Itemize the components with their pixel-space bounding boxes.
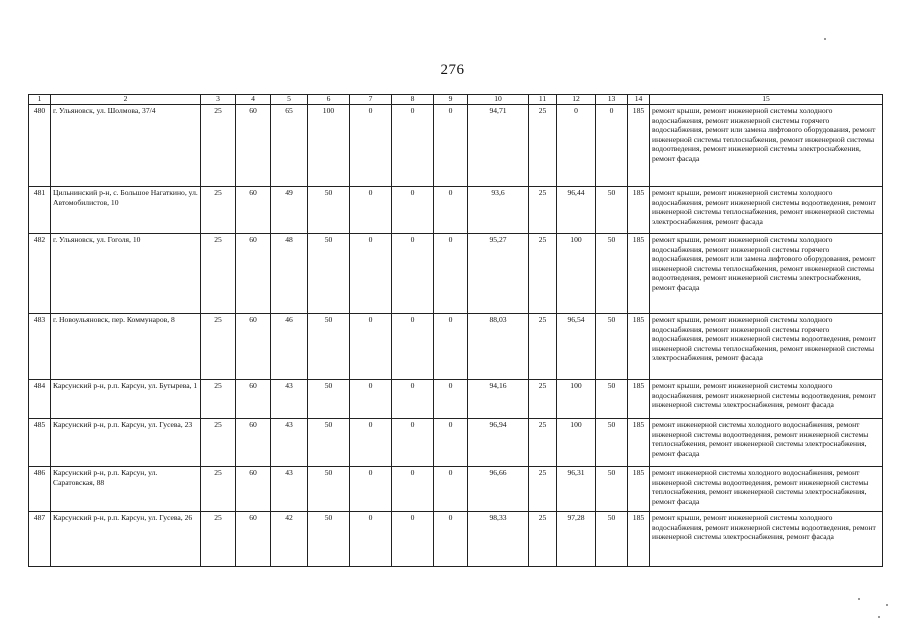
row-number: 487 xyxy=(29,512,51,567)
table-row xyxy=(29,512,883,567)
value-cell: 50 xyxy=(596,234,628,314)
value-cell: 50 xyxy=(308,314,350,380)
table-row xyxy=(29,105,883,187)
value-cell: 43 xyxy=(271,419,308,467)
value-cell: 0 xyxy=(392,105,434,187)
column-number-row xyxy=(29,95,883,105)
value-cell: 185 xyxy=(628,187,650,234)
value-cell: 96,44 xyxy=(557,187,596,234)
value-cell: 0 xyxy=(434,187,468,234)
value-cell: 0 xyxy=(350,234,392,314)
address-cell: г. Новоульяновск, пер. Коммунаров, 8 xyxy=(51,314,201,380)
value-cell: 0 xyxy=(596,105,628,187)
value-cell: 60 xyxy=(236,419,271,467)
works-cell: ремонт инженерной системы холодного водоснабжения, ремонт инженерной системы водоотведения, ремонт инженерной системы теплоснабжения, ремонт инженерной системы электроснабжения, ремонт фасада xyxy=(650,419,883,467)
value-cell: 97,28 xyxy=(557,512,596,567)
value-cell: 60 xyxy=(236,234,271,314)
value-cell: 25 xyxy=(529,467,557,512)
value-cell: 0 xyxy=(434,234,468,314)
value-cell: 65 xyxy=(271,105,308,187)
value-cell: 25 xyxy=(201,234,236,314)
row-number: 485 xyxy=(29,419,51,467)
table-row xyxy=(29,314,883,380)
value-cell: 0 xyxy=(350,187,392,234)
value-cell: 50 xyxy=(308,234,350,314)
row-number: 484 xyxy=(29,380,51,419)
value-cell: 25 xyxy=(201,187,236,234)
row-number: 481 xyxy=(29,187,51,234)
value-cell: 185 xyxy=(628,234,650,314)
value-cell: 50 xyxy=(308,187,350,234)
column-header: 13 xyxy=(596,95,628,105)
value-cell: 60 xyxy=(236,314,271,380)
value-cell: 185 xyxy=(628,105,650,187)
value-cell: 50 xyxy=(596,419,628,467)
value-cell: 60 xyxy=(236,380,271,419)
column-header: 4 xyxy=(236,95,271,105)
value-cell: 60 xyxy=(236,187,271,234)
value-cell: 50 xyxy=(596,467,628,512)
value-cell: 48 xyxy=(271,234,308,314)
value-cell: 49 xyxy=(271,187,308,234)
value-cell: 50 xyxy=(596,380,628,419)
value-cell: 0 xyxy=(434,380,468,419)
value-cell: 25 xyxy=(201,105,236,187)
value-cell: 100 xyxy=(557,419,596,467)
value-cell: 25 xyxy=(529,419,557,467)
value-cell: 50 xyxy=(308,380,350,419)
value-cell: 46 xyxy=(271,314,308,380)
value-cell: 96,66 xyxy=(468,467,529,512)
row-number: 486 xyxy=(29,467,51,512)
value-cell: 25 xyxy=(201,512,236,567)
register-table xyxy=(28,94,883,567)
table-row xyxy=(29,187,883,234)
value-cell: 0 xyxy=(434,467,468,512)
value-cell: 0 xyxy=(392,187,434,234)
works-cell: ремонт инженерной системы холодного водоснабжения, ремонт инженерной системы водоотведения, ремонт инженерной системы теплоснабжения, ремонт инженерной системы электроснабжения, ремонт фасада xyxy=(650,467,883,512)
address-cell: Карсунский р-н, р.п. Карсун, ул. Гусева, 26 xyxy=(51,512,201,567)
scan-speck xyxy=(886,604,888,606)
table-row xyxy=(29,380,883,419)
value-cell: 50 xyxy=(596,314,628,380)
value-cell: 0 xyxy=(350,512,392,567)
value-cell: 100 xyxy=(557,234,596,314)
works-cell: ремонт крыши, ремонт инженерной системы холодного водоснабжения, ремонт инженерной системы водоотведения, ремонт инженерной системы электроснабжения, ремонт фасада xyxy=(650,380,883,419)
scan-speck xyxy=(824,38,826,40)
value-cell: 25 xyxy=(201,314,236,380)
value-cell: 25 xyxy=(529,105,557,187)
value-cell: 60 xyxy=(236,105,271,187)
row-number: 483 xyxy=(29,314,51,380)
value-cell: 0 xyxy=(350,419,392,467)
scan-speck xyxy=(858,598,860,600)
value-cell: 96,94 xyxy=(468,419,529,467)
value-cell: 100 xyxy=(557,380,596,419)
value-cell: 0 xyxy=(350,467,392,512)
works-cell: ремонт крыши, ремонт инженерной системы холодного водоснабжения, ремонт инженерной системы водоотведения, ремонт инженерной системы теплоснабжения, ремонт инженерной системы электроснабжения, ремонт фасада xyxy=(650,187,883,234)
value-cell: 25 xyxy=(201,380,236,419)
value-cell: 25 xyxy=(529,380,557,419)
value-cell: 50 xyxy=(596,187,628,234)
value-cell: 0 xyxy=(350,314,392,380)
address-cell: г. Ульяновск, ул. Шолмова, 37/4 xyxy=(51,105,201,187)
value-cell: 185 xyxy=(628,314,650,380)
address-cell: Карсунский р-н, р.п. Карсун, ул. Гусева, 23 xyxy=(51,419,201,467)
value-cell: 43 xyxy=(271,467,308,512)
works-cell: ремонт крыши, ремонт инженерной системы холодного водоснабжения, ремонт инженерной системы горячего водоснабжения, ремонт или замена лифтового оборудования, ремонт инженерной системы теплоснабжения, ремонт инженерной системы водоотведения, ремонт инженерной системы электроснабжения, ремонт фасада xyxy=(650,105,883,187)
value-cell: 0 xyxy=(392,512,434,567)
column-header: 1 xyxy=(29,95,51,105)
column-header: 8 xyxy=(392,95,434,105)
page-number: 276 xyxy=(440,62,465,78)
value-cell: 96,54 xyxy=(557,314,596,380)
value-cell: 0 xyxy=(392,314,434,380)
column-header: 15 xyxy=(650,95,883,105)
column-header: 5 xyxy=(271,95,308,105)
value-cell: 0 xyxy=(434,512,468,567)
column-header: 14 xyxy=(628,95,650,105)
value-cell: 0 xyxy=(434,419,468,467)
value-cell: 42 xyxy=(271,512,308,567)
column-header: 7 xyxy=(350,95,392,105)
row-number: 482 xyxy=(29,234,51,314)
value-cell: 0 xyxy=(434,314,468,380)
column-header: 6 xyxy=(308,95,350,105)
value-cell: 94,16 xyxy=(468,380,529,419)
column-header: 12 xyxy=(557,95,596,105)
value-cell: 185 xyxy=(628,467,650,512)
value-cell: 93,6 xyxy=(468,187,529,234)
works-cell: ремонт крыши, ремонт инженерной системы холодного водоснабжения, ремонт инженерной системы горячего водоснабжения, ремонт инженерной системы водоотведения, ремонт инженерной системы теплоснабжения, ремонт инженерной системы электроснабжения, ремонт фасада xyxy=(650,314,883,380)
column-header: 2 xyxy=(51,95,201,105)
value-cell: 94,71 xyxy=(468,105,529,187)
value-cell: 43 xyxy=(271,380,308,419)
value-cell: 25 xyxy=(529,234,557,314)
column-header: 11 xyxy=(529,95,557,105)
value-cell: 185 xyxy=(628,380,650,419)
address-cell: Карсунский р-н, р.п. Карсун, ул. Бутырева, 1 xyxy=(51,380,201,419)
works-cell: ремонт крыши, ремонт инженерной системы холодного водоснабжения, ремонт инженерной системы водоотведения, ремонт инженерной системы электроснабжения, ремонт фасада xyxy=(650,512,883,567)
value-cell: 185 xyxy=(628,419,650,467)
value-cell: 0 xyxy=(434,105,468,187)
value-cell: 25 xyxy=(529,512,557,567)
value-cell: 0 xyxy=(392,467,434,512)
value-cell: 100 xyxy=(308,105,350,187)
value-cell: 0 xyxy=(350,105,392,187)
value-cell: 95,27 xyxy=(468,234,529,314)
value-cell: 25 xyxy=(529,314,557,380)
column-header: 9 xyxy=(434,95,468,105)
value-cell: 88,03 xyxy=(468,314,529,380)
value-cell: 98,33 xyxy=(468,512,529,567)
value-cell: 60 xyxy=(236,467,271,512)
value-cell: 50 xyxy=(308,467,350,512)
table-row xyxy=(29,419,883,467)
row-number: 480 xyxy=(29,105,51,187)
value-cell: 0 xyxy=(392,234,434,314)
column-header: 3 xyxy=(201,95,236,105)
value-cell: 0 xyxy=(392,380,434,419)
value-cell: 96,31 xyxy=(557,467,596,512)
value-cell: 50 xyxy=(308,419,350,467)
value-cell: 0 xyxy=(392,419,434,467)
works-cell: ремонт крыши, ремонт инженерной системы холодного водоснабжения, ремонт инженерной системы горячего водоснабжения, ремонт или замена лифтового оборудования, ремонт инженерной системы теплоснабжения, ремонт инженерной системы водоотведения, ремонт инженерной системы электроснабжения, ремонт фасада xyxy=(650,234,883,314)
value-cell: 50 xyxy=(596,512,628,567)
value-cell: 0 xyxy=(350,380,392,419)
scan-speck xyxy=(878,616,880,618)
address-cell: Цильнинский р-н, с. Большое Нагаткино, ул. Автомобилистов, 10 xyxy=(51,187,201,234)
value-cell: 25 xyxy=(201,419,236,467)
value-cell: 0 xyxy=(557,105,596,187)
value-cell: 60 xyxy=(236,512,271,567)
column-header: 10 xyxy=(468,95,529,105)
value-cell: 185 xyxy=(628,512,650,567)
value-cell: 50 xyxy=(308,512,350,567)
address-cell: г. Ульяновск, ул. Гоголя, 10 xyxy=(51,234,201,314)
address-cell: Карсунский р-н, р.п. Карсун, ул. Саратовская, 88 xyxy=(51,467,201,512)
table-row xyxy=(29,234,883,314)
value-cell: 25 xyxy=(201,467,236,512)
value-cell: 25 xyxy=(529,187,557,234)
table-row xyxy=(29,467,883,512)
